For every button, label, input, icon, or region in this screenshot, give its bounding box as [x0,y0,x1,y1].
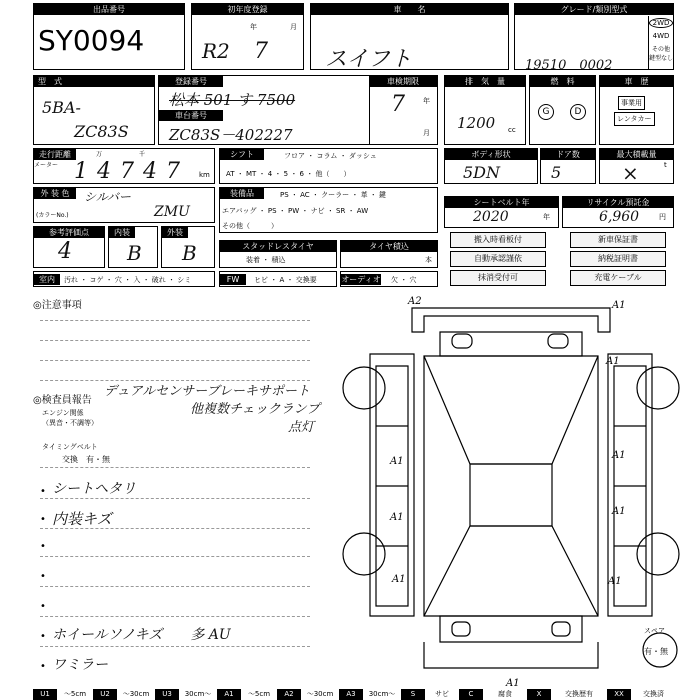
studless-opts: 装着 ・ 積込 [246,256,286,264]
lot-label: 出品番号 [34,4,184,15]
shift-opts-1: フロア ・ コラム ・ ダッシュ [284,152,377,160]
doors-value: 5 [551,163,562,182]
mark-left-door-rear: A1 [390,512,404,523]
btn-import: 搬入時看板付 [450,232,546,248]
inspector-text-2: 他複数チェックランプ [190,402,320,417]
mark-right-fender: A1 [606,356,620,367]
legend-cell: サビ [435,690,449,698]
legend-cell: A2 [277,689,301,700]
int-box [108,226,158,268]
recycle-value: 6,960 [599,209,640,225]
model-value-2: ZC83S [74,122,129,141]
fw-opts: ヒビ ・ A ・ 交換要 [254,276,317,284]
reg-box [158,75,438,145]
color-label: 外 装 色 [34,188,76,199]
fuel-box [529,75,596,145]
history-label: 車 歴 [600,76,673,87]
year-label: 初年度登録 [192,4,303,15]
disp-unit: cc [508,126,516,134]
legend-cell: 30cm～ [184,690,212,698]
grade-value: 19510 0002 [525,58,613,73]
legend-cell: U2 [93,689,117,700]
equip-label: 装備品 [220,188,264,199]
interior-opts: 汚れ ・ コゲ ・ 穴 ・ 入 ・ 破れ ・ シミ [64,276,192,284]
body-label: ボディ形状 [445,149,537,160]
name-box [310,3,509,70]
disp-box [444,75,526,145]
legend-cell: S [401,689,425,700]
drive-other: その他 鍵型なし [649,46,674,62]
legend-cell: ～30cm [306,690,334,698]
grade-label: グレード/類別型式 [515,4,673,15]
history-box [599,75,674,145]
legend-cell: 30cm～ [368,690,396,698]
legend-cell: A3 [339,689,363,700]
interior-box [33,271,215,287]
lot-box [33,3,185,70]
mark-front-bumper: A2 [408,296,422,307]
reg-label: 登録番号 [159,76,223,87]
btn-warranty: 新車保証書 [570,232,666,248]
spare-tire-box [340,240,438,268]
mileage-unit-man: 万 [96,151,103,158]
mark-front-right: A1 [612,300,626,311]
name-value: スイフト [325,47,412,72]
history-business: 事業用 [618,96,645,110]
inspection-unit-y: 年 [423,97,430,105]
mileage-value: 14747 [74,159,189,184]
bullet-2: 内装キズ [52,510,112,528]
recycle-box [562,196,674,228]
score-value: 4 [58,239,72,264]
model-label: 型 式 [34,76,154,87]
int-label: 内装 [109,227,135,238]
shift-label: シフト [220,149,264,160]
reg-value: 松本 501 す 7500 [169,91,296,109]
history-rental: レンタカー [614,112,655,126]
inspection-label: 車検期限 [369,76,437,87]
fuel-g: G [538,104,554,120]
year-box [191,3,304,70]
belt-label: シートベルト年 [445,197,558,208]
shift-box [219,148,438,184]
lot-number: SY0094 [38,24,145,57]
legend-cell: 交換済 [643,690,664,698]
drive-2wd: 2WD [649,18,673,28]
capacity-box [599,148,674,184]
ext-value: B [182,241,197,265]
fuel-label: 燃 料 [530,76,595,87]
mark-left-door-front: A1 [390,456,404,467]
disp-value: 1200 [457,114,496,132]
doors-box [540,148,596,184]
fw-box [219,271,337,287]
disp-label: 排 気 量 [445,76,525,87]
int-value: B [127,241,142,265]
inspection-unit-m: 月 [423,129,430,137]
chassis-value: ZC83S－402227 [169,126,293,144]
legend-cell: 腐食 [498,690,512,698]
legend-cell: U1 [33,689,57,700]
equip-line1: PS ・ AC ・ クーラー ・ 革 ・ 鍵 [280,191,387,199]
inspection-value: 7 [391,92,405,117]
year-value: R2 [202,39,230,63]
bullet-7: ワミラー [52,657,108,673]
doors-label: ドア数 [541,149,595,160]
btn-cable: 充電ケーブル [570,270,666,286]
spare-opts: 有・無 [644,647,668,656]
inspector-text-3: 点灯 [288,420,315,435]
capacity-value: × [622,161,639,185]
btn-tax: 納税証明書 [570,251,666,267]
model-box [33,75,155,145]
inspector-title: ◎検査員報告 [33,395,92,406]
legend-cell: ～5cm [247,690,271,698]
legend-cell: U3 [155,689,179,700]
model-value-1: 5BA- [42,98,81,117]
notes-title: ◎注意事項 [33,300,82,311]
mark-right-door-rear: A1 [612,506,626,517]
recycle-unit: 円 [659,213,666,221]
name-label: 車 名 [311,4,508,15]
legend-cell: XX [607,689,631,700]
studless-box [219,240,337,268]
recycle-label: リサイクル預託金 [563,197,673,208]
equip-box [219,187,438,233]
timing-opts: 交換 有・無 [62,455,110,464]
audio-opts: 欠 ・ 穴 [391,276,417,284]
body-value: 5DN [463,163,501,182]
legend-cell: A1 [217,689,241,700]
engine-label: エンジン関係 （異音・不調等） [42,409,98,427]
month-value: 7 [254,39,268,64]
mileage-unit-sen: 千 [139,151,146,158]
mileage-box [33,148,215,184]
capacity-unit: t [664,161,667,169]
bullet-1: シートヘタリ [52,481,136,497]
spare-tire-value: 本 [425,256,432,264]
spare-tire-label: タイヤ積込 [341,241,437,252]
belt-value: 2020 [473,209,509,225]
audio-box [340,271,438,287]
color-code: ZMU [154,204,190,220]
timing-label: タイミングベルト [42,443,98,451]
legend-cell: 交換歴有 [565,690,593,698]
drive-4wd: 4WD [652,32,670,40]
btn-delete: 抹消受付可 [450,270,546,286]
mileage-label: 走行距離 [34,149,76,160]
mark-rear-bumper: A1 [506,678,520,689]
spare-label: スペア [644,627,665,635]
mark-right-quarter: A1 [608,576,622,587]
color-box [33,187,215,223]
ext-label: 外装 [162,227,188,238]
belt-box [444,196,559,228]
mark-right-door-front: A1 [612,450,626,461]
legend-cell: ～30cm [122,690,150,698]
btn-auto: 自動承認謹依 [450,251,546,267]
fw-label: FW [220,274,246,285]
month-unit: 月 [290,23,297,31]
score-label: 参考評価点 [34,227,104,238]
color-code-label: (カラーNo.) [36,212,69,219]
equip-other: その他（ ） [222,222,278,230]
interior-label: 室内 [34,274,60,285]
score-box [33,226,105,268]
bullet-6: ホイールソノキズ 多 AU [52,627,231,643]
shift-opts-2: AT ・ MT ・ 4 ・ 5 ・ 6 ・ 他（ ） [226,170,351,178]
chassis-label: 車台番号 [159,110,223,121]
legend-cell: ～5cm [63,690,87,698]
color-value: シルバー [84,190,131,204]
fuel-d: D [570,104,586,120]
equip-line2: エアバッグ ・ PS ・ PW ・ ナビ ・ SR ・ AW [222,207,369,215]
grade-box [514,3,674,73]
legend-cell: C [459,689,483,700]
legend-cell: X [527,689,551,700]
mileage-meter: メーター [34,162,59,169]
inspector-text-1: デュアルセンサーブレーキサポート [104,384,310,399]
audio-label: オーディオ [341,275,381,284]
belt-unit: 年 [543,213,550,221]
body-box [444,148,538,184]
capacity-label: 最大積載量 [600,149,673,160]
mileage-unit-km: km [199,171,210,179]
mark-left-quarter: A1 [392,574,406,585]
car-diagram [340,296,690,681]
ext-box [161,226,215,268]
studless-label: スタッドレスタイヤ [220,241,336,252]
year-unit: 年 [250,23,257,31]
